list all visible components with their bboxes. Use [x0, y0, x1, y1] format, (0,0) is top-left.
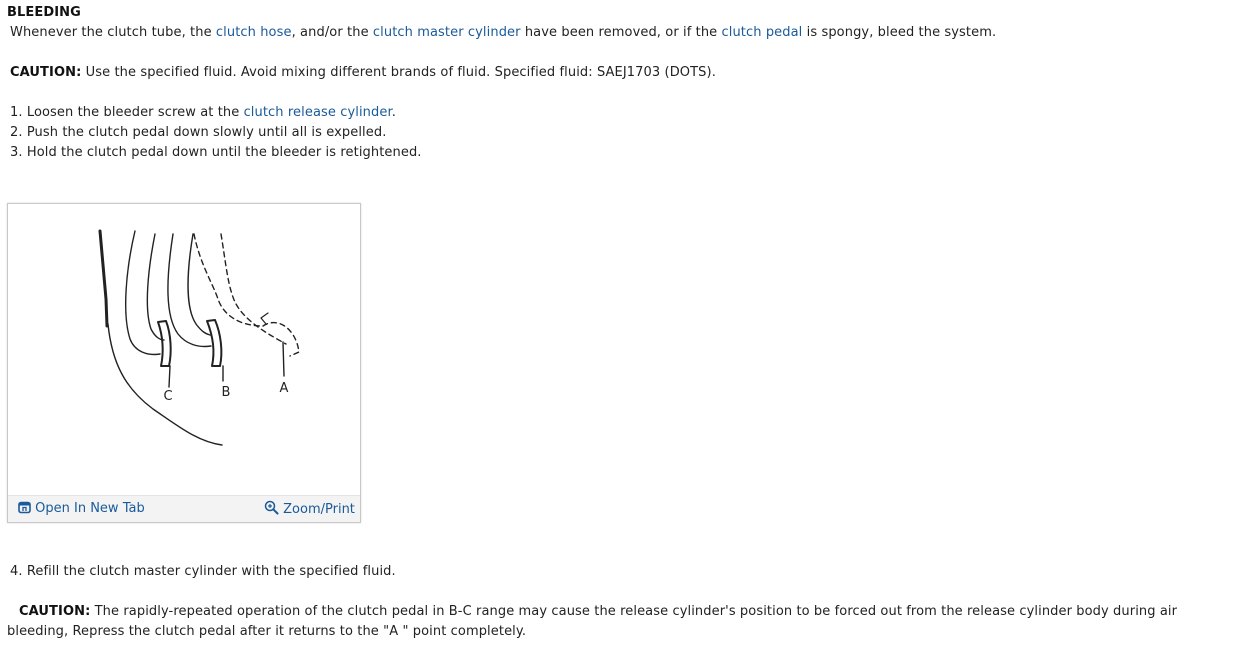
label-a: A — [279, 381, 289, 396]
open-in-new-tab-label: Open In New Tab — [35, 501, 145, 516]
pedal-arm-b-inner — [188, 234, 210, 335]
intro-text-4: is spongy, bleed the system. — [802, 25, 997, 40]
step-3: 3. Hold the clutch pedal down until the bleeder is retightened. — [10, 145, 422, 160]
leader-a — [283, 342, 284, 376]
step-2: 2. Push the clutch pedal down slowly until all is expelled. — [10, 125, 387, 140]
clutch-release-cylinder-link[interactable]: clutch release cylinder — [243, 105, 392, 120]
step-1 — [10, 103, 396, 123]
pedal-diagram-drawing — [8, 204, 360, 496]
step-1-end: . — [391, 105, 396, 120]
zoom-print-button[interactable] — [264, 500, 355, 519]
figure-toolbar — [8, 495, 360, 522]
caution-2-label: CAUTION: — [19, 604, 91, 619]
section-heading: BLEEDING — [7, 5, 81, 20]
zoom-print-label: Zoom/Print — [283, 502, 355, 517]
pedal-path-a-2 — [221, 234, 286, 344]
caution-fluid — [10, 63, 716, 83]
floor-line — [108, 324, 222, 445]
pedal-pad-a — [263, 323, 299, 356]
pedal-arm-b-outer — [168, 234, 211, 347]
leader-c — [169, 366, 170, 387]
zoom-icon — [264, 500, 279, 515]
firewall-line — [100, 231, 107, 326]
intro-text-3: have been removed, or if the — [520, 25, 722, 40]
intro-paragraph — [10, 23, 996, 43]
caution-text: Use the specified fluid. Avoid mixing different brands of fluid. Specified fluid: SAEJ1703 (DOTS). — [81, 65, 716, 80]
pedal-pad-b — [207, 320, 221, 366]
clutch-hose-link[interactable]: clutch hose — [215, 25, 292, 40]
pedal-return-arrow — [261, 313, 268, 324]
caution-2-text: The rapidly-repeated operation of the clutch pedal in B-C range may cause the release cylinder's position to be forced out from the release cylinder body during air bleeding, Repress the clutch pedal after it returns to the "A " point completely. — [7, 604, 1178, 639]
open-in-new-tab-button[interactable] — [18, 500, 145, 518]
intro-text-1: Whenever the clutch tube, the — [10, 25, 216, 40]
intro-text-2: , and/or the — [291, 25, 373, 40]
open-tab-icon — [18, 501, 31, 514]
caution-label: CAUTION: — [10, 65, 82, 80]
label-b: B — [221, 385, 231, 400]
clutch-pedal-link[interactable]: clutch pedal — [721, 25, 803, 40]
caution-pedal-operation — [7, 602, 1235, 642]
step-1-text: 1. Loosen the bleeder screw at the — [10, 105, 244, 120]
clutch-master-cylinder-link[interactable]: clutch master cylinder — [372, 25, 521, 40]
pedal-arm-c-inner — [147, 234, 164, 340]
label-c: C — [163, 389, 173, 404]
pedal-pad-c — [158, 321, 171, 366]
step-4: 4. Refill the clutch master cylinder with the specified fluid. — [10, 564, 396, 579]
clutch-pedal-diagram — [7, 203, 361, 523]
